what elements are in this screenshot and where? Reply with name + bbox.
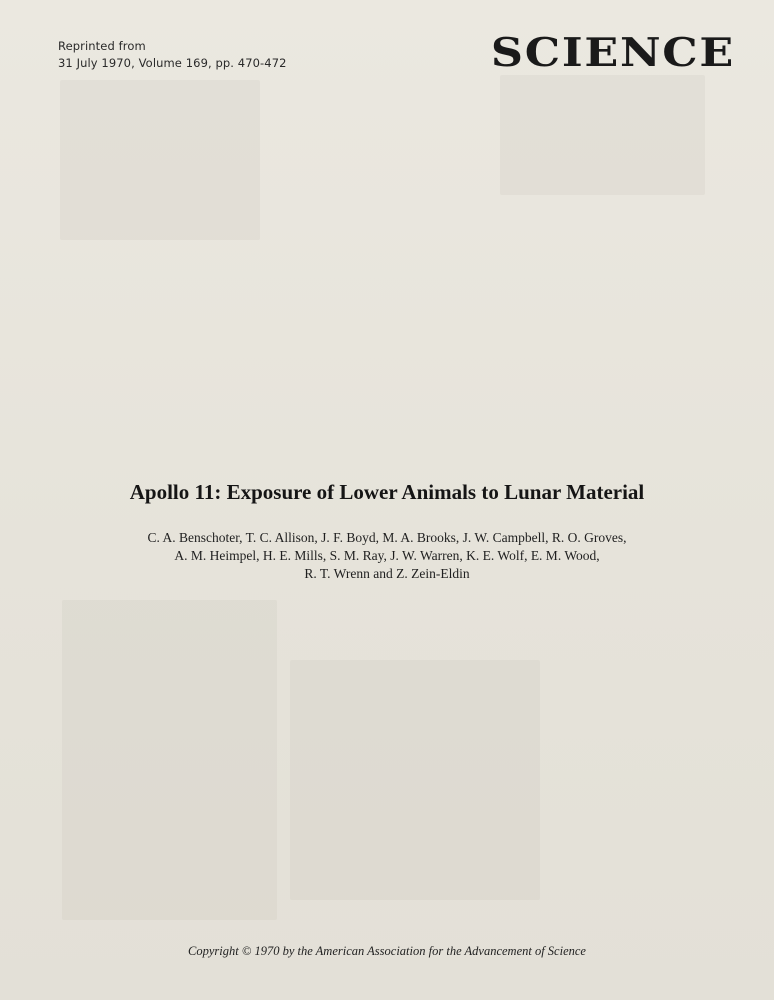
author-list	[80, 529, 694, 583]
reprint-line: Reprinted from	[58, 39, 146, 53]
author-line: C. A. Benschoter, T. C. Allison, J. F. Boyd, M. A. Brooks, J. W. Campbell, R. O. Groves,	[147, 530, 627, 545]
bleed-through-block	[500, 75, 705, 195]
bleed-through-block	[60, 80, 260, 240]
citation-line: 31 July 1970, Volume 169, pp. 470-472	[58, 56, 287, 70]
article-title: Apollo 11: Exposure of Lower Animals to Lunar Material	[129, 480, 645, 504]
bleed-through-block	[62, 600, 277, 920]
bleed-through-block	[290, 660, 540, 900]
author-line: R. T. Wrenn and Z. Zein-Eldin	[304, 566, 470, 581]
copyright-notice: Copyright © 1970 by the American Association for the Advancement of Science	[188, 944, 586, 958]
author-line: A. M. Heimpel, H. E. Mills, S. M. Ray, J. W. Warren, K. E. Wolf, E. M. Wood,	[174, 548, 600, 563]
journal-masthead: SCIENCE	[490, 30, 735, 76]
reprint-notice	[58, 38, 287, 72]
